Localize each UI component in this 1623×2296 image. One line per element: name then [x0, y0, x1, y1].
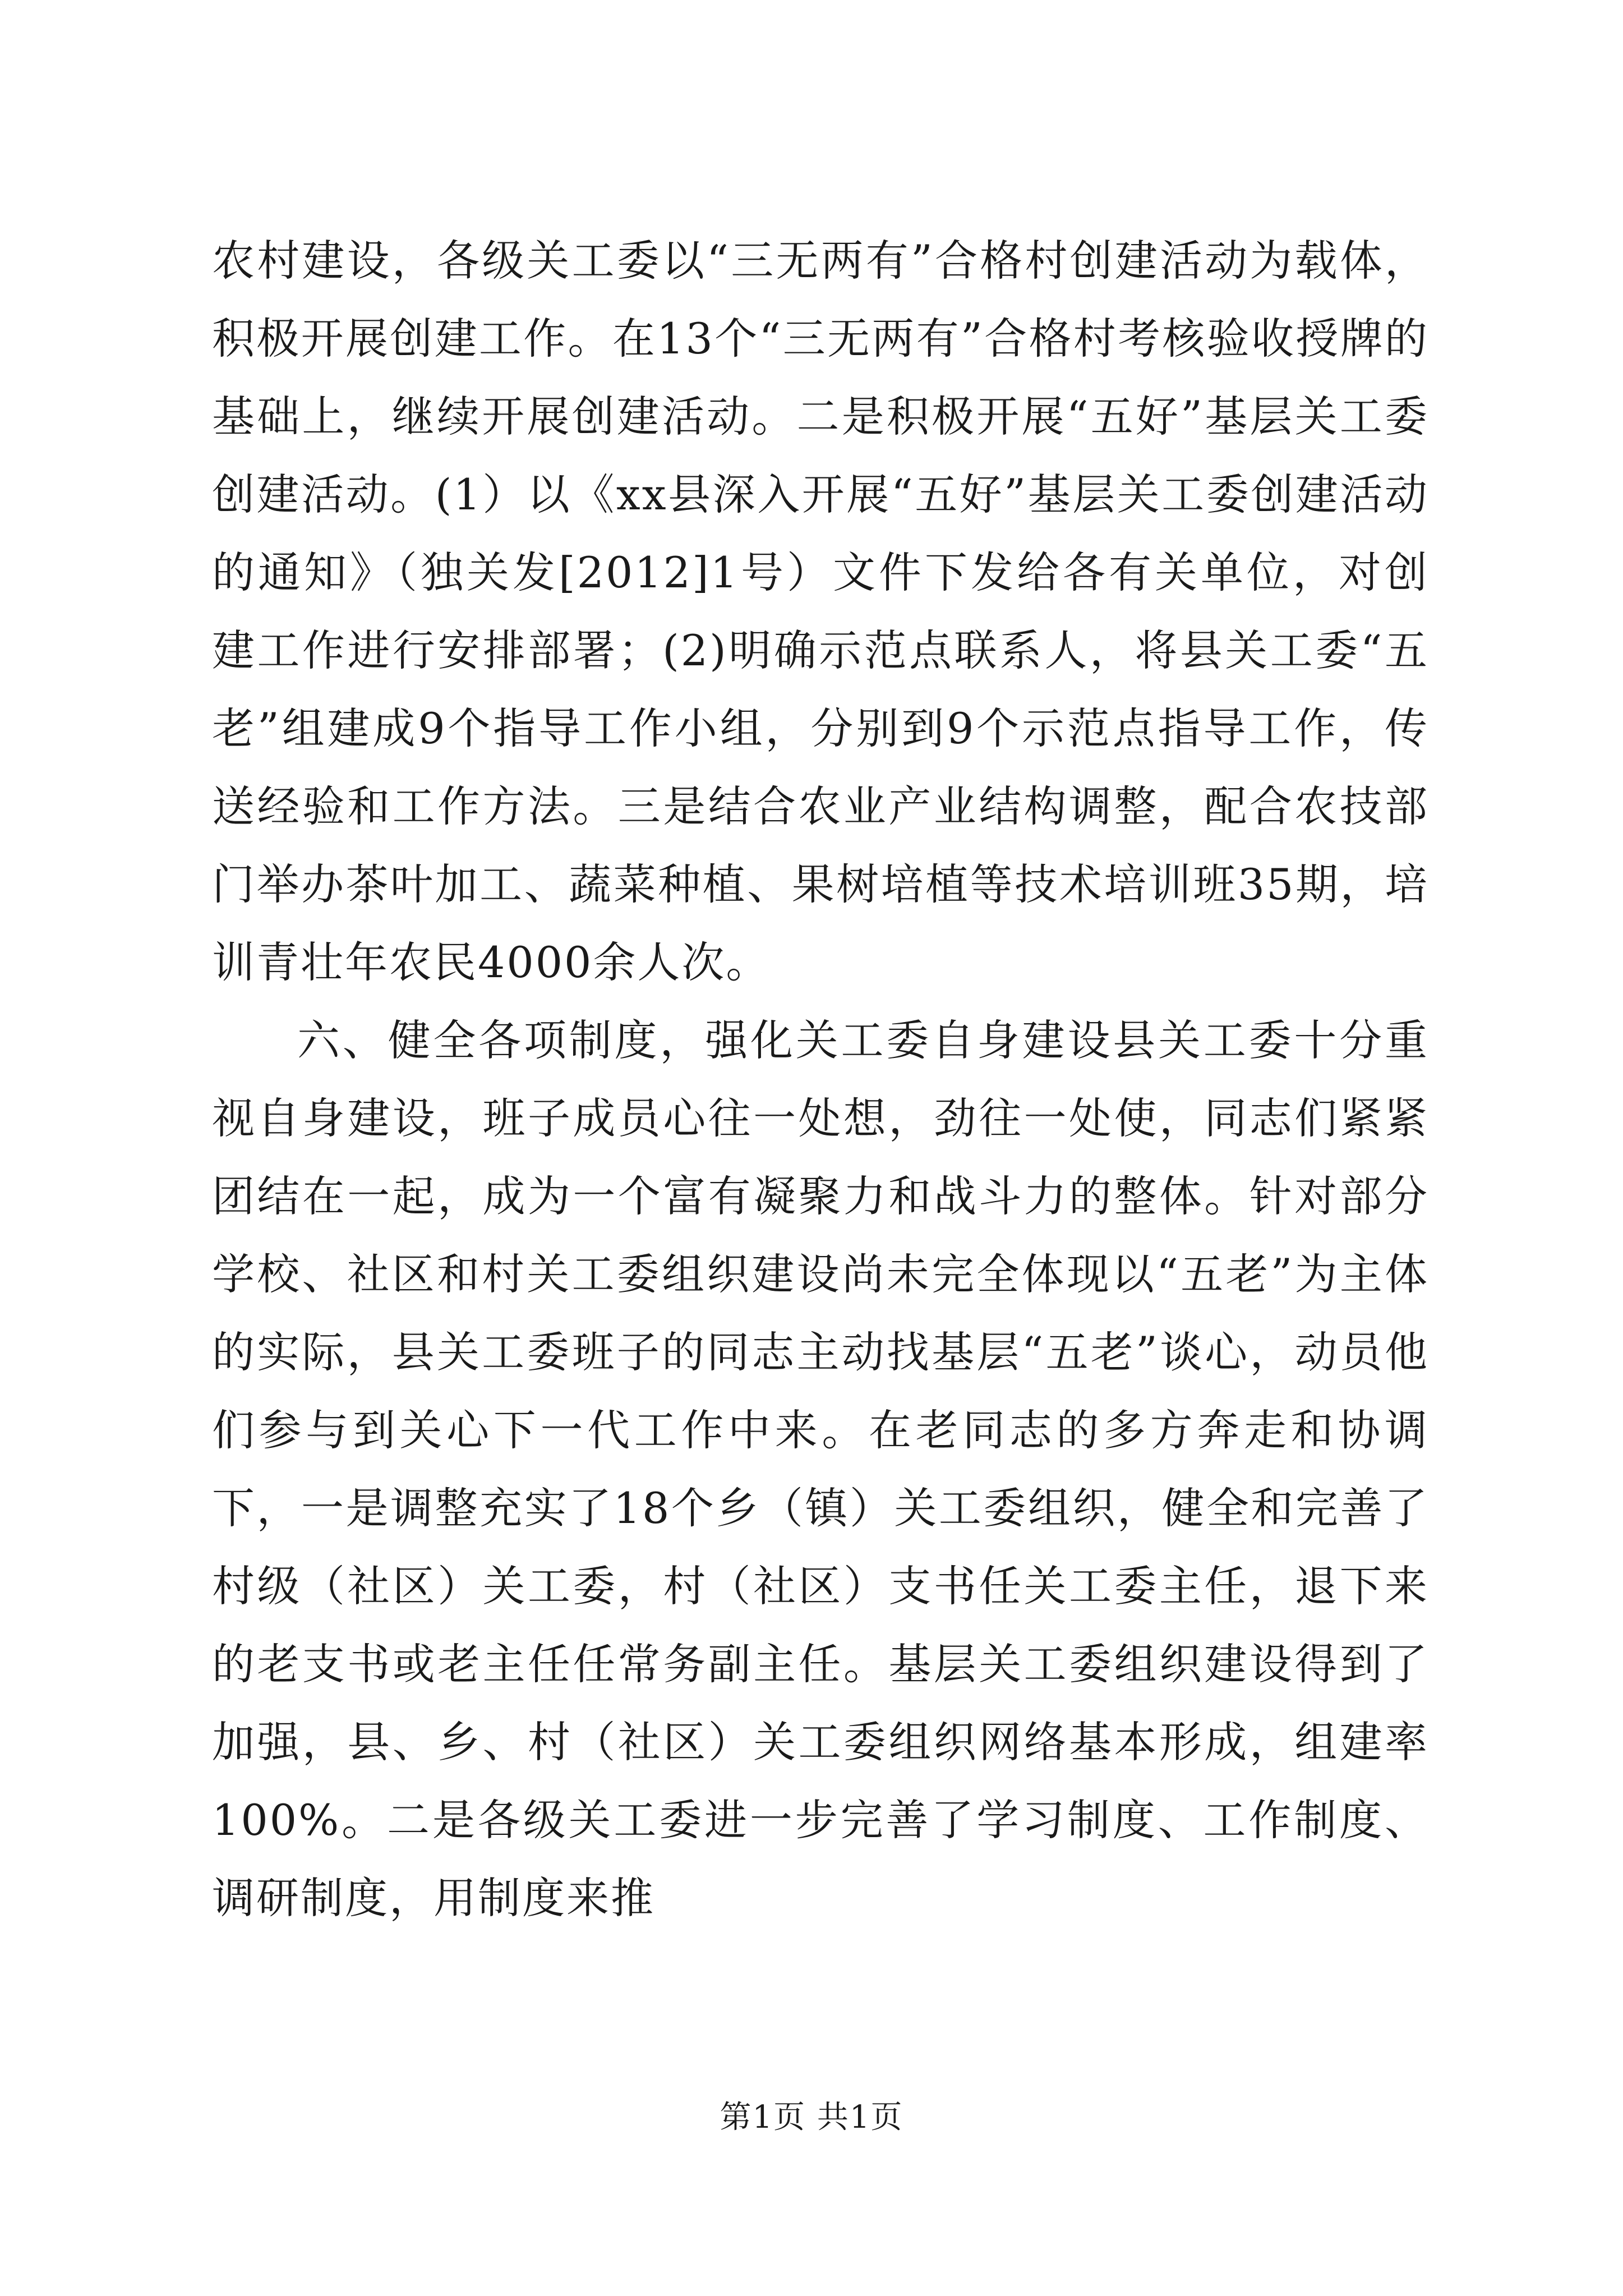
page-footer: 第1页 共1页	[720, 2099, 903, 2136]
paragraph-1: 农村建设，各级关工委以“三无两有”合格村创建活动为载体，积极开展创建工作。在13个“三无两有”合格村考核验收授牌的基础上，继续开展创建活动。二是积极开展“五好”基层关工委创建活动。(1）以《xx县深入开展“五好”基层关工委创建活动的通知》（独关发[2012]1号）文件下发给各有关单位，对创建工作进行安排部署；(2)明确示范点联系人，将县关工委“五老”组建成9个指导工作小组，分别到9个示范点指导工作，传送经验和工作方法。三是结合农业产业结构调整，配合农技部门举办茶叶加工、蔬菜种植、果树培植等技术培训班35期，培训青壮年农民4000余人次。	[212, 236, 1429, 987]
body-text	[212, 222, 1429, 1937]
paragraph-2: 六、健全各项制度，强化关工委自身建设县关工委十分重视自身建设，班子成员心往一处想，劲往一处使，同志们紧紧团结在一起，成为一个富有凝聚力和战斗力的整体。针对部分学校、社区和村关工委组织建设尚未完全体现以“五老”为主体的实际，县关工委班子的同志主动找基层“五老”谈心，动员他们参与到关心下一代工作中来。在老同志的多方奔走和协调下，一是调整充实了18个乡（镇）关工委组织，健全和完善了村级（社区）关工委，村（社区）支书任关工委主任，退下来的老支书或老主任任常务副主任。基层关工委组织建设得到了加强，县、乡、村（社区）关工委组织网络基本形成，组建率100%。二是各级关工委进一步完善了学习制度、工作制度、调研制度，用制度来推	[212, 1015, 1429, 1923]
